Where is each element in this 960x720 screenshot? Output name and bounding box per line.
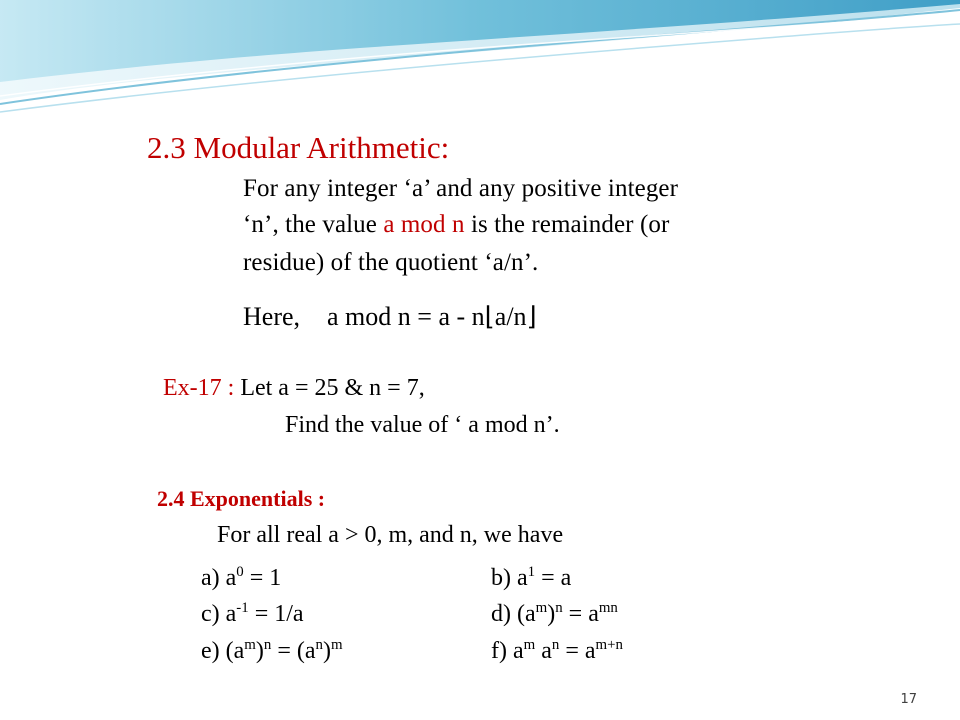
identity-a: a) $a^0 = 1$ xyxy=(201,564,282,591)
formula-expression: a mod n = a - n⌊a/n⌋ xyxy=(327,302,537,331)
identity-b: b) $a^1 = a$ xyxy=(491,564,572,591)
definition-line-2 xyxy=(243,212,669,237)
definition-line-1: For any integer ‘a’ and any positive integer xyxy=(243,175,679,202)
identity-e: e) $(a^m)^n = (a^n)^m$ xyxy=(201,637,343,664)
definition-line-3: residue) of the quotient ‘a/n’. xyxy=(243,249,539,276)
example-given: Let a = 25 & n = 7, xyxy=(240,375,425,401)
a-mod-n-highlight: a mod n xyxy=(383,211,465,238)
section2-intro: For all real a > 0, m, and n, we have xyxy=(217,522,564,548)
page-number: 17 xyxy=(900,692,917,707)
section2-title: 2.4 Exponentials : xyxy=(157,486,326,511)
identity-d: d) $(a^m)^n = a^{mn}$ xyxy=(491,600,618,627)
section-title: 2.3 Modular Arithmetic: xyxy=(147,130,450,165)
example-label: Ex-17 : xyxy=(163,375,235,401)
identity-f: f) $a^m$ $a^n = a^{m+n}$ xyxy=(491,637,623,664)
example-line-1 xyxy=(163,376,425,400)
definition-line-2-suffix: is the remainder (or xyxy=(464,211,670,238)
header-wave-decoration xyxy=(0,0,960,130)
definition-line-2-prefix: ‘n’, the value xyxy=(243,211,384,238)
formula-line xyxy=(243,304,537,330)
example-line-2: Find the value of ‘ a mod n’. xyxy=(285,412,560,438)
identity-c: c) $a^{-1} = 1/a$ xyxy=(201,600,304,627)
formula-label: Here, xyxy=(243,302,301,331)
